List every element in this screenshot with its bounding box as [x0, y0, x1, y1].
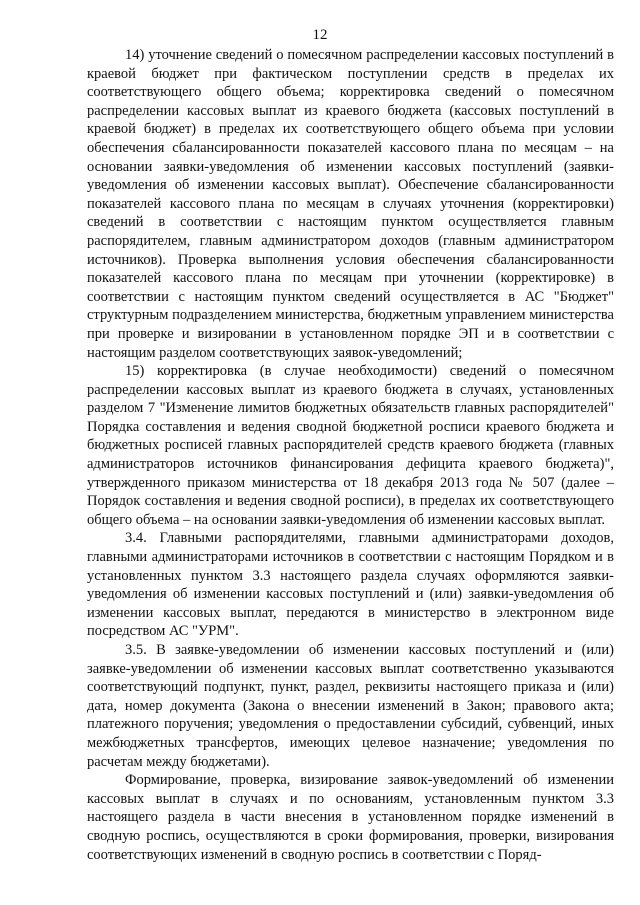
page-number: 12	[312, 27, 328, 43]
paragraph-3-4: 3.4. Главными распорядителями, главными администраторами доходов, главными администраторами источников в соответствии с настоящим Порядком и в установленных пунктом 3.3 настоящего раздела случаях оформляются заявки-уведомления об изменении кассовых поступлений и (или) заявки-уведомления об изменении кассовых выплат, передаются в министерство в электронном виде посредством АС "УРМ".	[87, 530, 614, 640]
document-body	[87, 46, 614, 864]
paragraph-3-5: 3.5. В заявке-уведомлении об изменении кассовых поступлений и (или) заявке-уведомлении об изменении кассовых выплат соответственно указываются соответствующий подпункт, пункт, раздел, реквизиты настоящего приказа и (или) дата, номер документа (Закона о внесении изменений в Закон; правового акта; платежного поручения; уведомления о предоставлении субсидий, субвенций, иных межбюджетных трансфертов, имеющих целевое назначение; уведомления по расчетам между бюджетами).	[87, 642, 614, 770]
paragraph-item-15: 15) корректировка (в случае необходимости) сведений о помесячном распределении кассовых выплат из краевого бюджета в случаях, установленных разделом 7 "Изменение лимитов бюджетных обязательств главных распорядителей" Порядка составления и ведения сводной бюджетной росписи краевого бюджета и бюджетных росписей главных распорядителей средств краевого бюджета (главных администраторов источников финансирования дефицита краевого бюджета)", утвержденного приказом министерства от 18 декабря 2013 года № 507 (далее – Порядок составления и ведения сводной росписи), в пределах их соответствующего общего объема – на основании заявки-уведомления об изменении кассовых выплат.	[87, 363, 614, 528]
paragraph-forming-checking: Формирование, проверка, визирование заявок-уведомлений об изменении кассовых выплат в случаях и по основаниям, установленным пунктом 3.3 настоящего раздела в части внесения в установленном порядке изменений в сводную роспись, осуществляются в сроки формирования, проверки, визирования соответствующих изменений в сводную роспись в соответствии с Поряд-	[87, 772, 614, 863]
paragraph-item-14: 14) уточнение сведений о помесячном распределении кассовых поступлений в краевой бюджет при фактическом поступлении средств в пределах их соответствующего общего объема; корректировка сведений о помесячном распределении кассовых выплат из краевого бюджета (кассовых поступлений в краевой бюджет) в пределах их соответствующего общего объема при условии обеспечения сбалансированности показателей кассового плана по месяцам – на основании заявки-уведомления об изменении кассовых поступлений (заявки-уведомления об изменении кассовых выплат). Обеспечение сбалансированности показателей кассового плана по месяцам в случаях уточнения (корректировки) сведений в соответствии с настоящим пунктом осуществляется главным распорядителем, главным администратором доходов (главным администратором источников). Проверка выполнения условия обеспечения сбалансированности показателей кассового плана по месяцам при уточнении (корректировке) в соответствии с настоящим пунктом сведений осуществляется в АС "Бюджет" структурным подразделением министерства, бюджетным управлением министерства при проверке и визировании в установленном порядке ЭП и в соответствии с настоящим разделом соответствующих заявок-уведомлений;	[87, 47, 614, 361]
